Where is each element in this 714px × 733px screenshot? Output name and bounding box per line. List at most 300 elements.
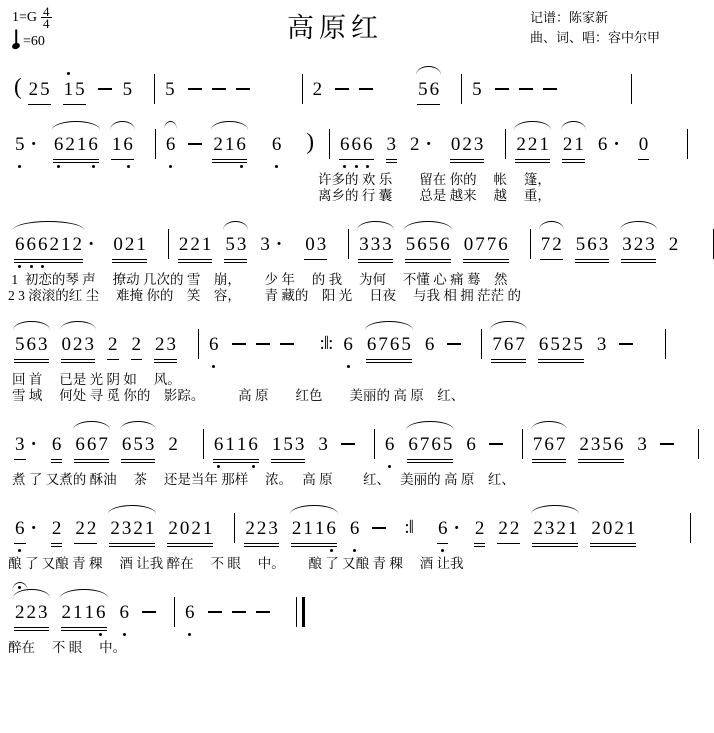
time-signature-numerator: 4	[43, 4, 50, 19]
note-group	[471, 78, 483, 102]
barline	[234, 513, 235, 543]
note-digit: 7	[419, 434, 430, 455]
lyrics-block	[0, 172, 670, 204]
note-digit: 2	[133, 518, 143, 539]
slur-arc	[60, 321, 97, 330]
note-digit: 6	[538, 334, 549, 355]
note-digit: 2	[65, 134, 75, 155]
song-title: 高原红	[287, 13, 383, 43]
duration-dash	[142, 611, 156, 613]
note-digit: 5	[15, 134, 25, 155]
lyrics-block	[0, 372, 670, 404]
note-digit: 6	[236, 134, 246, 155]
note-group	[407, 433, 453, 457]
repeat-sign: :‖	[404, 517, 413, 538]
parenthesis: )	[306, 129, 315, 154]
slur-arc	[110, 121, 135, 130]
note-digit: 6	[466, 434, 476, 455]
note-digit: 2	[527, 134, 538, 155]
duration-dash	[256, 343, 270, 345]
lyric-row: 酿 了 又酿 青 稞 酒 让我 醉在 不 眼 中。 酿 了 又酿 青 稞 酒 让我	[8, 556, 464, 571]
note-digit: 2	[533, 518, 543, 539]
note-digit: 6	[366, 334, 377, 355]
note-digit: 6	[75, 434, 85, 455]
note-digit: 3	[84, 334, 94, 355]
note-digit: 7	[486, 234, 497, 255]
note-group	[109, 517, 155, 541]
duration-dash	[519, 88, 533, 90]
slur-arc	[539, 221, 564, 230]
note-group	[14, 333, 49, 357]
lyrics-block	[0, 272, 670, 304]
slur-arc	[13, 321, 50, 330]
note-digit: 3	[316, 234, 327, 255]
note-group	[53, 133, 99, 157]
note-digit: 2	[462, 134, 472, 155]
note-digit: 6	[53, 134, 64, 155]
note-digit: 2	[498, 518, 508, 539]
duration-dash	[212, 88, 226, 90]
note-group	[154, 333, 177, 357]
note-group	[409, 133, 421, 157]
note-digit: 5	[225, 234, 235, 255]
duration-dash	[208, 611, 222, 613]
note-digit: 2	[561, 334, 572, 355]
note-digit: 6	[417, 234, 427, 255]
note-digit: 6	[326, 518, 336, 539]
system-6	[0, 497, 670, 572]
note-digit: 5	[418, 79, 428, 100]
lyric-row: 煮 了 又煮的 酥油 茶 还是当年 那样 浓。 高 原 红、 美丽的 高 原 红、	[12, 472, 515, 487]
note-digit: 2	[552, 234, 562, 255]
note-digit: 5	[575, 234, 586, 255]
note-group	[14, 133, 26, 157]
note-digit: 6	[424, 334, 435, 355]
note-group	[312, 78, 324, 102]
note-group	[14, 433, 26, 457]
duration-dash	[98, 88, 112, 90]
note-group	[291, 517, 337, 541]
note-group	[358, 233, 393, 257]
note-digit: 3	[382, 234, 392, 255]
note-group	[424, 333, 436, 357]
note-group	[540, 233, 563, 257]
note-group	[538, 333, 584, 357]
note-group	[131, 333, 143, 357]
note-digit: 6	[349, 518, 360, 539]
augmentation-dot: ·	[453, 518, 460, 539]
note-digit: 2	[155, 334, 165, 355]
note-digit: 2	[28, 79, 39, 100]
note-digit: 5	[442, 434, 453, 455]
note-digit: 5	[40, 79, 50, 100]
note-digit: 6	[503, 334, 514, 355]
note-digit: 3	[15, 434, 25, 455]
note-group	[578, 433, 624, 457]
note-digit: 3	[121, 518, 132, 539]
note-digit: 2	[256, 518, 267, 539]
note-digit: 1	[625, 518, 636, 539]
note-digit: 6	[429, 79, 440, 100]
note-digit: 0	[450, 134, 461, 155]
slur-arc	[514, 121, 551, 130]
note-digit: 6	[165, 134, 176, 155]
note-group	[463, 233, 509, 257]
note-digit: 5	[428, 234, 439, 255]
note-group	[384, 433, 396, 457]
note-group	[74, 517, 97, 541]
note-digit: 0	[61, 334, 71, 355]
note-digit: 1	[63, 79, 74, 100]
key-signature: 1=G	[12, 10, 38, 25]
note-digit: 5	[602, 434, 612, 455]
barline	[481, 329, 482, 359]
note-group	[638, 133, 650, 157]
credit-author: 曲、词、唱：容中尔甲	[529, 30, 660, 45]
note-digit: 2	[245, 518, 255, 539]
note-digit: 6	[51, 434, 62, 455]
note-digit: 1	[271, 434, 282, 455]
slur-arc	[13, 221, 84, 230]
note-digit: 2	[410, 134, 420, 155]
note-digit: 1	[574, 134, 584, 155]
note-digit: 5	[15, 334, 25, 355]
note-digit: 7	[515, 334, 525, 355]
score-body	[0, 56, 679, 656]
note-digit: 6	[498, 234, 508, 255]
note-digit: 3	[294, 434, 305, 455]
slur-arc	[531, 505, 579, 514]
note-row	[0, 581, 670, 627]
note-digit: 3	[236, 234, 247, 255]
lyrics-block	[0, 472, 670, 488]
duration-dash	[372, 527, 386, 529]
note-group	[339, 133, 374, 157]
note-group	[596, 333, 608, 357]
note-digit: 5	[75, 79, 85, 100]
note-digit: 1	[111, 134, 122, 155]
note-digit: 3	[622, 234, 632, 255]
note-digit: 5	[405, 234, 416, 255]
note-digit: 0	[463, 234, 474, 255]
note-digit: 1	[236, 434, 247, 455]
note-row	[0, 313, 670, 359]
note-digit: 6	[597, 134, 608, 155]
note-digit: 6	[408, 434, 418, 455]
lyrics-block	[0, 556, 670, 572]
note-group	[244, 517, 279, 541]
note-group	[51, 517, 63, 541]
tempo-value: =60	[23, 33, 45, 49]
note-digit: 2	[633, 234, 644, 255]
note-group	[474, 517, 486, 541]
note-digit: 3	[359, 234, 369, 255]
note-group	[74, 433, 109, 457]
note-group	[386, 133, 398, 157]
duration-dash	[236, 88, 250, 90]
note-digit: 6	[15, 234, 25, 255]
note-digit: 7	[378, 334, 388, 355]
note-digit: 1	[61, 234, 71, 255]
duration-dash	[232, 611, 246, 613]
duration-dash	[543, 88, 557, 90]
duration-dash	[335, 88, 349, 90]
note-digit: 2	[291, 518, 302, 539]
system-4	[0, 313, 670, 404]
slur-arc	[60, 589, 108, 598]
note-digit: 2	[61, 602, 71, 623]
note-row	[0, 113, 670, 159]
augmentation-dot: ·	[613, 134, 620, 155]
slur-arc	[223, 221, 248, 230]
note-group	[515, 133, 550, 157]
system-7	[0, 581, 670, 656]
note-digit: 7	[540, 234, 551, 255]
note-digit: 3	[645, 234, 655, 255]
fermata	[12, 582, 28, 592]
note-group	[14, 233, 83, 257]
duration-dash	[232, 343, 246, 345]
note-group	[366, 333, 412, 357]
slur-arc	[120, 421, 157, 430]
note-group	[212, 133, 247, 157]
note-digit: 6	[121, 434, 132, 455]
duration-dash	[188, 88, 202, 90]
note-row	[0, 58, 670, 104]
note-digit: 1	[567, 518, 578, 539]
note-digit: 3	[38, 334, 48, 355]
slur-arc	[164, 121, 178, 130]
note-group	[14, 601, 49, 625]
barline	[687, 129, 688, 159]
note-group	[208, 333, 220, 357]
note-digit: 3	[268, 518, 278, 539]
system-2	[0, 113, 670, 204]
note-digit: 6	[587, 234, 597, 255]
note-group	[590, 517, 636, 541]
note-digit: 2	[15, 602, 25, 623]
duration-dash	[447, 343, 461, 345]
duration-dash	[188, 143, 202, 145]
time-signature-denominator: 4	[43, 16, 50, 31]
barline	[374, 429, 375, 459]
note-group	[491, 333, 526, 357]
note-group	[562, 133, 585, 157]
note-digit: 2	[75, 518, 85, 539]
note-group	[597, 133, 609, 157]
note-digit: 6	[389, 334, 400, 355]
note-digit: 0	[602, 518, 613, 539]
note-group	[668, 233, 680, 257]
note-digit: 6	[213, 434, 224, 455]
note-digit: 3	[144, 434, 155, 455]
slur-arc	[416, 66, 441, 75]
system-5	[0, 413, 670, 488]
note-digit: 2	[312, 79, 323, 100]
note-group	[317, 433, 329, 457]
note-digit: 0	[638, 134, 649, 155]
note-digit: 6	[38, 234, 48, 255]
note-digit: 3	[637, 434, 647, 455]
lyric-row: 2 3 滚滚的红 尘 难掩 你的 笑 容， 青 藏的 阳 光 日夜 与我 相 拥 茫茫 的	[8, 288, 521, 303]
note-row	[0, 413, 670, 459]
barline	[690, 513, 691, 543]
barline	[302, 74, 303, 104]
barline	[698, 429, 699, 459]
note-digit: 2	[579, 434, 589, 455]
note-digit: 6	[613, 434, 624, 455]
lyric-row: 许多的 欢 乐 留在 你的 帐 篷，	[318, 172, 551, 187]
note-digit: 2	[591, 518, 601, 539]
note-digit: 7	[475, 234, 485, 255]
note-digit: 6	[185, 602, 195, 623]
note-group	[63, 78, 86, 102]
note-group	[122, 78, 134, 102]
note-digit: 2	[190, 234, 200, 255]
note-digit: 2	[556, 518, 566, 539]
note-digit: 6	[209, 334, 219, 355]
note-digit: 2	[108, 334, 118, 355]
note-digit: 5	[401, 334, 411, 355]
note-group	[107, 333, 119, 357]
note-digit: 1	[76, 134, 87, 155]
note-digit: 5	[122, 79, 133, 100]
note-digit: 2	[168, 518, 178, 539]
note-digit: 2	[131, 334, 141, 355]
duration-dash	[280, 343, 294, 345]
slur-arc	[561, 121, 586, 130]
note-group	[167, 433, 179, 457]
note-digit: 2	[110, 518, 120, 539]
slur-arc	[365, 321, 413, 330]
note-group	[636, 433, 648, 457]
note-group	[342, 333, 354, 357]
barline	[631, 74, 632, 104]
note-digit: 5	[283, 434, 293, 455]
note-group	[271, 133, 283, 157]
note-digit: 1	[202, 518, 213, 539]
note-digit: 2	[73, 334, 83, 355]
note-digit: 3	[370, 234, 381, 255]
note-group	[497, 517, 520, 541]
note-digit: 6	[271, 134, 282, 155]
note-group	[178, 233, 213, 257]
note-digit: 6	[248, 434, 258, 455]
note-group	[575, 233, 610, 257]
barline	[174, 597, 175, 627]
note-digit: 2	[72, 234, 82, 255]
note-group	[51, 433, 63, 457]
note-group	[532, 517, 578, 541]
barline	[665, 329, 666, 359]
note-digit: 7	[555, 434, 566, 455]
duration-dash	[359, 88, 373, 90]
note-group	[532, 433, 567, 457]
slur-arc	[357, 221, 394, 230]
note-digit: 2	[86, 518, 97, 539]
note-digit: 2	[51, 518, 62, 539]
barline	[461, 74, 462, 104]
lyric-row: 回 首 已是 光 阴 如 风。	[12, 372, 181, 387]
note-group	[184, 601, 196, 625]
note-group	[450, 133, 485, 157]
barline	[522, 429, 523, 459]
duration-dash	[341, 443, 355, 445]
note-digit: 7	[532, 434, 543, 455]
note-row	[0, 497, 670, 543]
note-digit: 5	[133, 434, 143, 455]
score-header	[0, 0, 670, 56]
note-digit: 3	[544, 518, 555, 539]
note-digit: 6	[88, 134, 98, 155]
note-group	[61, 601, 107, 625]
note-digit: 2	[668, 234, 679, 255]
note-digit: 3	[318, 434, 328, 455]
lyric-row: 醉在 不 眼 中。	[8, 640, 127, 655]
note-digit: 6	[26, 234, 36, 255]
note-digit: 2	[49, 234, 59, 255]
slur-arc	[211, 121, 248, 130]
note-digit: 6	[119, 602, 129, 623]
note-group	[164, 78, 176, 102]
note-group	[14, 517, 26, 541]
note-digit: 2	[124, 234, 135, 255]
note-digit: 3	[166, 334, 176, 355]
barline	[203, 429, 204, 459]
note-group	[271, 433, 306, 457]
note-group	[417, 78, 440, 102]
note-digit: 6	[351, 134, 362, 155]
slur-arc	[406, 421, 454, 430]
slur-arc	[490, 321, 527, 330]
note-digit: 2	[191, 518, 201, 539]
lyric-row: 雪 域 何处 寻 觅 你的 影踪。 高 原 红色 美丽的 高 原 红、	[12, 388, 465, 403]
note-digit: 2	[213, 134, 223, 155]
augmentation-dot: ·	[275, 234, 283, 255]
slur-arc	[73, 421, 110, 430]
duration-dash	[660, 443, 674, 445]
note-digit: 3	[596, 334, 607, 355]
barline	[329, 129, 330, 159]
note-digit: 5	[472, 79, 482, 100]
note-digit: 1	[201, 234, 212, 255]
lyric-row: 离乡的 行 囊 总是 越来 越 重，	[318, 188, 551, 203]
duration-dash	[619, 343, 633, 345]
slur-arc	[290, 505, 338, 514]
credit-transcriber: 记谱：陈家新	[529, 10, 608, 25]
note-digit: 6	[340, 134, 350, 155]
note-row	[0, 213, 679, 259]
note-digit: 2	[26, 602, 36, 623]
barline	[155, 129, 156, 159]
note-digit: 5	[165, 79, 175, 100]
duration-dash	[495, 88, 509, 90]
note-digit: 6	[437, 518, 448, 539]
slur-arc	[52, 121, 100, 130]
barline	[198, 329, 199, 359]
system-1	[0, 58, 670, 104]
note-group	[165, 133, 177, 157]
note-digit: 1	[314, 518, 325, 539]
note-digit: 2	[509, 518, 520, 539]
final-barline	[296, 597, 305, 627]
note-digit: 2	[168, 434, 178, 455]
note-group	[61, 333, 96, 357]
note-digit: 6	[363, 134, 373, 155]
note-digit: 6	[96, 602, 106, 623]
note-group	[167, 517, 213, 541]
note-digit: 1	[539, 134, 549, 155]
